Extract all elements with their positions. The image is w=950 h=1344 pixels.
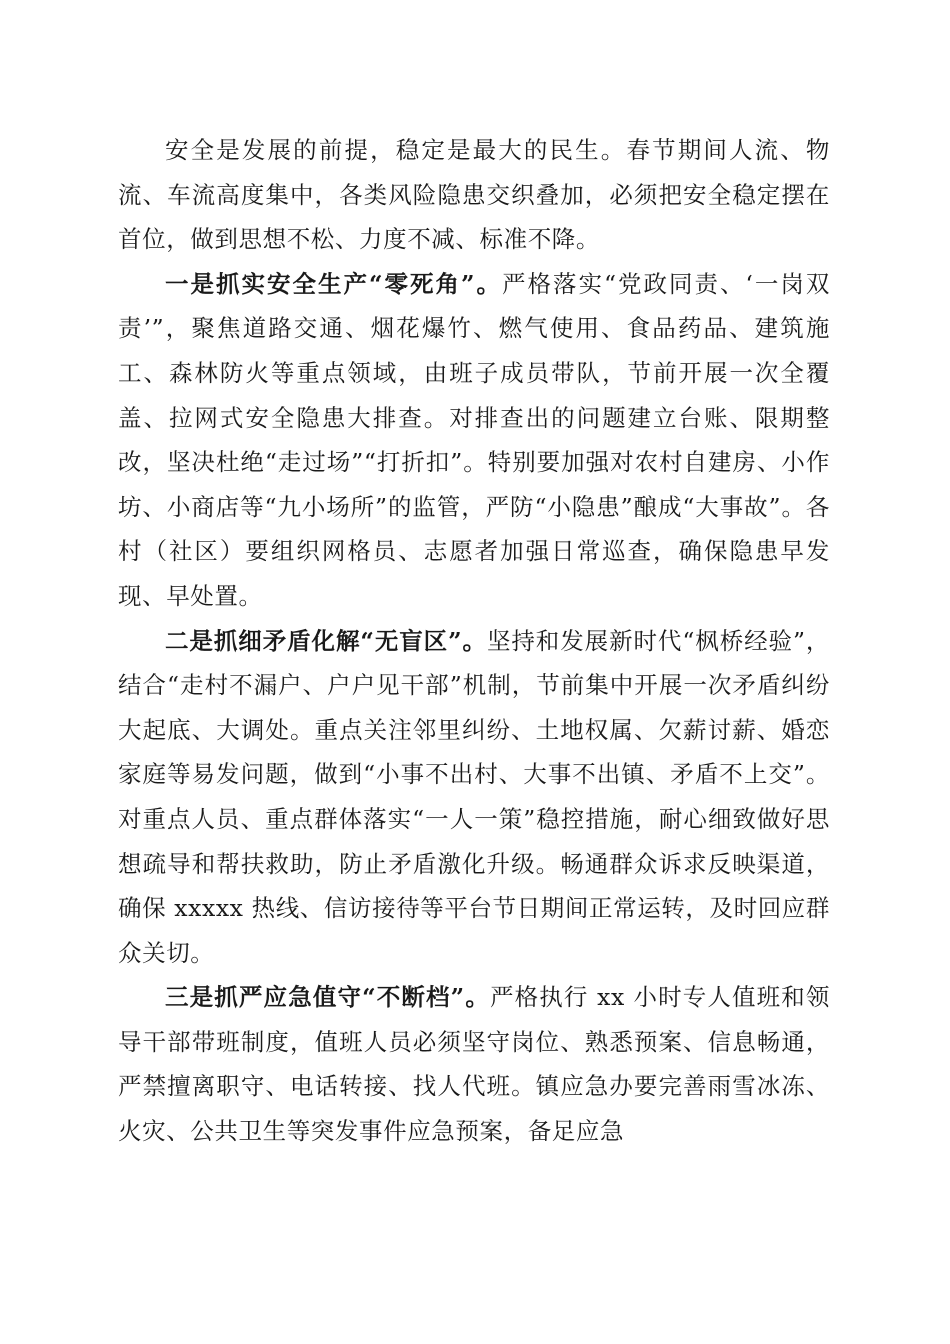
paragraph-safety-production — [118, 262, 830, 619]
paragraph-conflict-resolution — [118, 619, 830, 976]
paragraph-text: 坚持和发展新时代“枫桥经验”，结合“走村不漏户、户户见干部”机制，节前集中开展一次矛盾纠纷大起底、大调处。重点关注邻里纠纷、土地权属、欠薪讨薪、婚恋家庭等易发问题，做到“小事不出村、大事不出镇、矛盾不上交”。对重点人员、重点群体落实“一人一策”稳控措施，耐心细致做好思想疏导和帮扶救助，防止矛盾激化升级。畅通群众诉求反映渠道，确保 xxxxx 热线、信访接待等平台节日期间正常运转，及时回应群众关切。 — [118, 626, 831, 967]
paragraph-text: 严格执行 xx 小时专人值班和领导干部带班制度，值班人员必须坚守岗位、熟悉预案、信息畅通，严禁擅离职守、电话转接、找人代班。镇应急办要完善雨雪冰冻、火灾、公共卫生等突发事件应急预案，备足应急 — [118, 983, 831, 1146]
document-body — [118, 128, 830, 1154]
paragraph-text: 严格落实“党政同责、‘一岗双责’”，聚焦道路交通、烟花爆竹、燃气使用、食品药品、建筑施工、森林防火等重点领域，由班子成员带队，节前开展一次全覆盖、拉网式安全隐患大排查。对排查出的问题建立台账、限期整改，坚决杜绝“走过场”“打折扣”。特别要加强对农村自建房、小作坊、小商店等“九小场所”的监管，严防“小隐患”酿成“大事故”。各村（社区）要组织网格员、志愿者加强日常巡查，确保隐患早发现、早处置。 — [118, 269, 830, 610]
paragraph-lead: 一是抓实安全生产“零死角”。 — [165, 269, 502, 298]
paragraph-text: 安全是发展的前提，稳定是最大的民生。春节期间人流、物流、车流高度集中，各类风险隐患交织叠加，必须把安全稳定摆在首位，做到思想不松、力度不减、标准不降。 — [118, 136, 830, 254]
paragraph-emergency-duty — [118, 975, 830, 1153]
paragraph-lead: 二是抓细矛盾化解“无盲区”。 — [165, 626, 487, 655]
paragraph-intro — [118, 128, 830, 262]
paragraph-lead: 三是抓严应急值守“不断档”。 — [165, 983, 490, 1012]
